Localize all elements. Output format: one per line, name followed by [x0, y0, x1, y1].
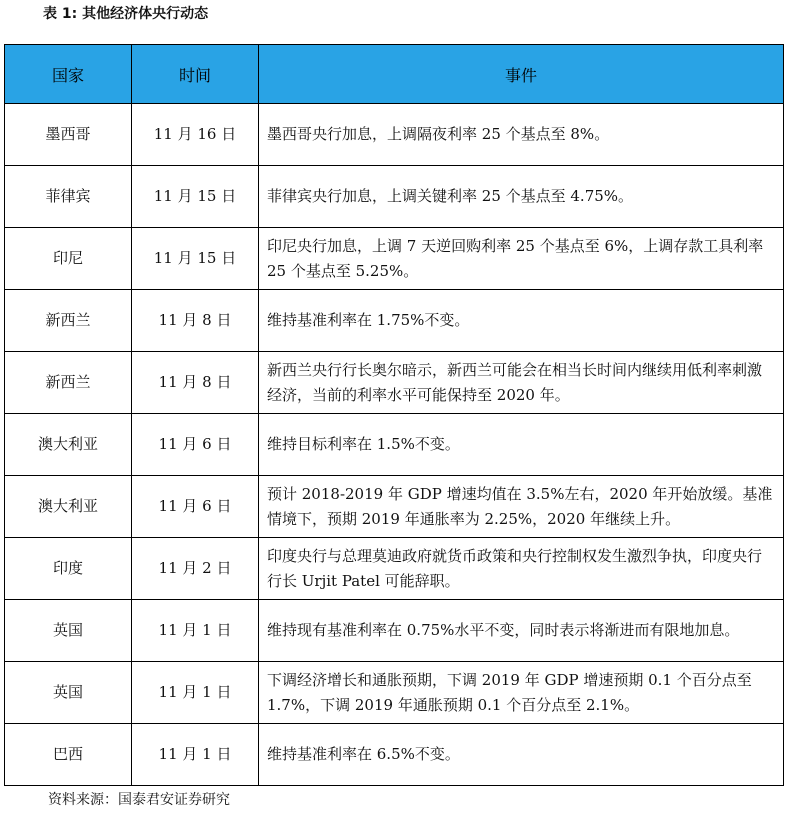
date-cell: 11 月 15 日 — [132, 228, 259, 290]
event-cell: 预计 2018-2019 年 GDP 增速均值在 3.5%左右，2020 年开始放缓。基准情境下，预期 2019 年通胀率为 2.25%，2020 年继续上升。 — [259, 476, 784, 538]
country-cell: 墨西哥 — [5, 104, 132, 166]
country-cell: 菲律宾 — [5, 166, 132, 228]
source-note: 资料来源：国泰君安证券研究 — [48, 792, 230, 808]
table-header-row — [5, 45, 784, 104]
table-row — [5, 414, 784, 476]
table-row — [5, 166, 784, 228]
date-cell: 11 月 8 日 — [132, 352, 259, 414]
event-cell: 维持基准利率在 6.5%不变。 — [259, 724, 784, 786]
country-cell: 印尼 — [5, 228, 132, 290]
event-cell: 墨西哥央行加息，上调隔夜利率 25 个基点至 8%。 — [259, 104, 784, 166]
column-header-event: 事件 — [259, 45, 784, 104]
date-cell: 11 月 16 日 — [132, 104, 259, 166]
date-cell: 11 月 8 日 — [132, 290, 259, 352]
event-cell: 印度央行与总理莫迪政府就货币政策和央行控制权发生激烈争执，印度央行行长 Urjit Patel 可能辞职。 — [259, 538, 784, 600]
date-cell: 11 月 1 日 — [132, 662, 259, 724]
table-row — [5, 600, 784, 662]
event-cell: 菲律宾央行加息，上调关键利率 25 个基点至 4.75%。 — [259, 166, 784, 228]
table-row — [5, 228, 784, 290]
table-row — [5, 352, 784, 414]
event-cell: 维持基准利率在 1.75%不变。 — [259, 290, 784, 352]
table-row — [5, 476, 784, 538]
country-cell: 澳大利亚 — [5, 414, 132, 476]
table-row — [5, 290, 784, 352]
event-cell: 印尼央行加息，上调 7 天逆回购利率 25 个基点至 6%，上调存款工具利率 25 个基点至 5.25%。 — [259, 228, 784, 290]
column-header-country: 国家 — [5, 45, 132, 104]
table-row — [5, 724, 784, 786]
central-bank-events-table — [4, 44, 784, 786]
country-cell: 新西兰 — [5, 290, 132, 352]
date-cell: 11 月 1 日 — [132, 600, 259, 662]
event-cell: 新西兰央行行长奥尔暗示，新西兰可能会在相当长时间内继续用低利率刺激经济，当前的利率水平可能保持至 2020 年。 — [259, 352, 784, 414]
country-cell: 英国 — [5, 600, 132, 662]
country-cell: 新西兰 — [5, 352, 132, 414]
event-cell: 下调经济增长和通胀预期，下调 2019 年 GDP 增速预期 0.1 个百分点至 1.7%，下调 2019 年通胀预期 0.1 个百分点至 2.1%。 — [259, 662, 784, 724]
table-row — [5, 662, 784, 724]
event-cell: 维持现有基准利率在 0.75%水平不变，同时表示将渐进而有限地加息。 — [259, 600, 784, 662]
column-header-date: 时间 — [132, 45, 259, 104]
event-cell: 维持目标利率在 1.5%不变。 — [259, 414, 784, 476]
table-row — [5, 104, 784, 166]
table-row — [5, 538, 784, 600]
country-cell: 英国 — [5, 662, 132, 724]
date-cell: 11 月 15 日 — [132, 166, 259, 228]
country-cell: 巴西 — [5, 724, 132, 786]
date-cell: 11 月 6 日 — [132, 476, 259, 538]
country-cell: 印度 — [5, 538, 132, 600]
date-cell: 11 月 6 日 — [132, 414, 259, 476]
date-cell: 11 月 2 日 — [132, 538, 259, 600]
table-caption: 表 1: 其他经济体央行动态 — [43, 6, 209, 22]
date-cell: 11 月 1 日 — [132, 724, 259, 786]
country-cell: 澳大利亚 — [5, 476, 132, 538]
